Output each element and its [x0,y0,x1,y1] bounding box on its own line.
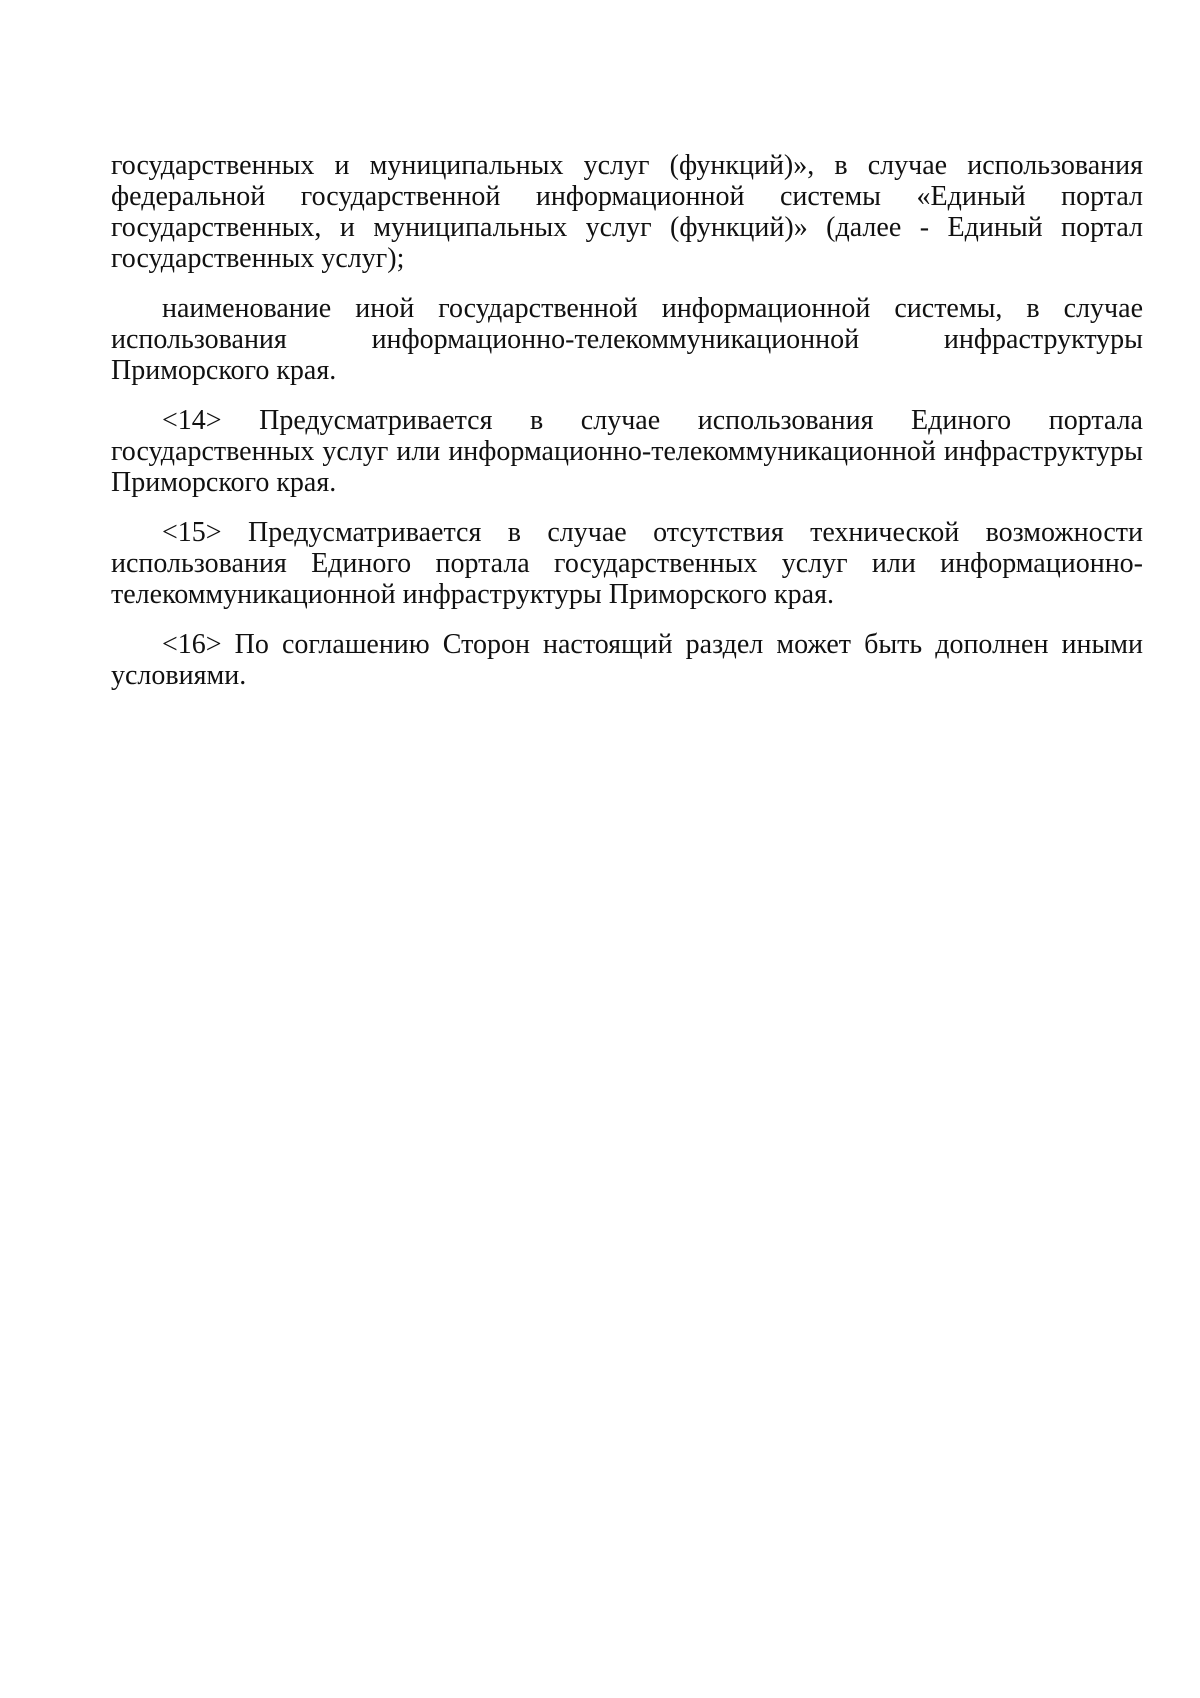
footnote-14: <14> Предусматривается в случае использования Единого портала государственных услуг или информационно-телекоммуникационной инфраструктуры Приморского края. [111,405,1143,498]
document-body [111,150,1143,710]
paragraph-other-system: наименование иной государственной информационной системы, в случае использования информационно-телекоммуникационной инфраструктуры Приморского края. [111,293,1143,386]
footnote-15: <15> Предусматривается в случае отсутствия технической возможности использования Единого портала государственных услуг или информационно-телекоммуникационной инфраструктуры Приморского края. [111,517,1143,610]
paragraph-continuation: государственных и муниципальных услуг (функций)», в случае использования федеральной государственной информационной системы «Единый портал государственных, и муниципальных услуг (функций)» (далее - Единый портал государственных услуг); [111,150,1143,274]
footnote-16: <16> По соглашению Сторон настоящий раздел может быть дополнен иными условиями. [111,629,1143,691]
